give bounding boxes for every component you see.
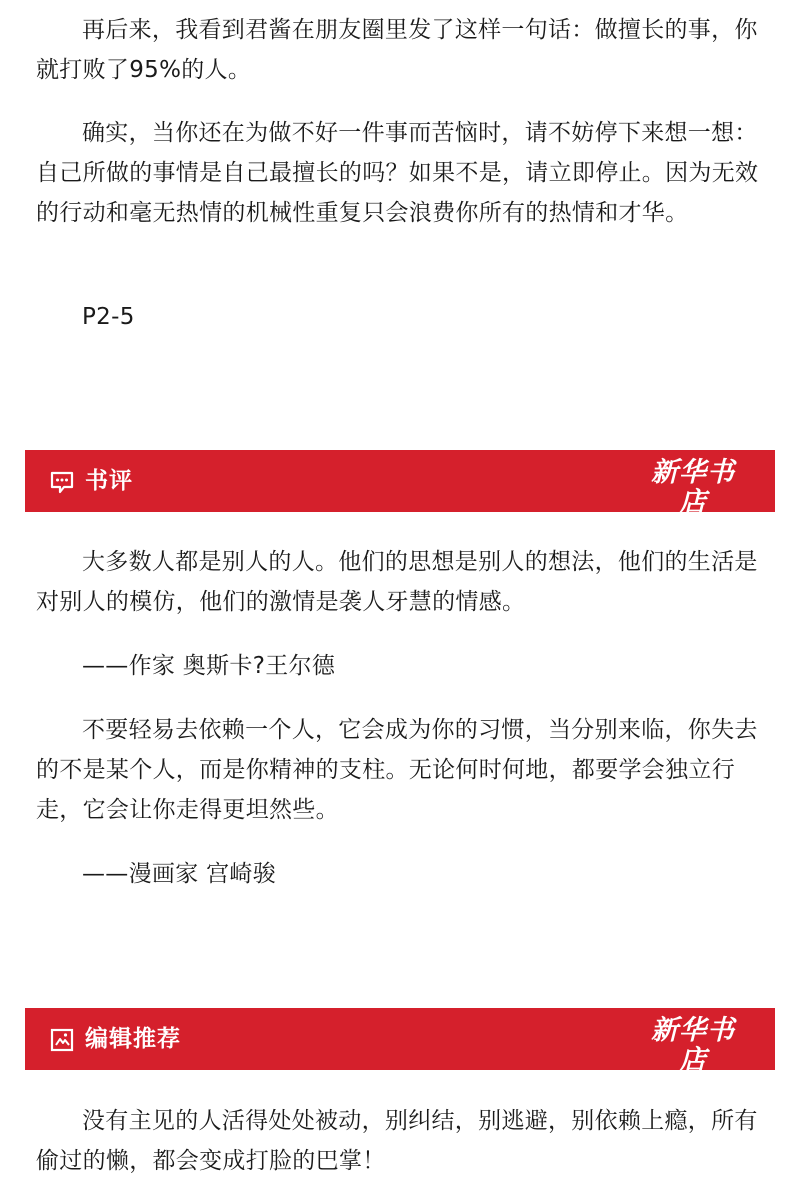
- body-paragraph: 确实，当你还在为做不好一件事而苦恼时，请不妨停下来想一想：自己所做的事情是自己最擅长的吗？如果不是，请立即停止。因为无效的行动和毫无热情的机械性重复只会浪费你所有的热情和才华。: [36, 120, 759, 226]
- banner-title: 书评: [85, 468, 133, 494]
- quote-attribution: ——作家 奥斯卡?王尔德: [82, 653, 336, 679]
- logo-chinese-text: 新华书店: [651, 1015, 735, 1076]
- page-reference: P2-5: [82, 304, 135, 330]
- banner-title: 编辑推荐: [85, 1026, 181, 1052]
- logo-chinese-text: 新华书店: [651, 457, 735, 518]
- body-paragraph: 没有主见的人活得处处被动，别纠结，别逃避，别依赖上瘾，所有偷过的懒，都会变成打脸的巴掌！: [36, 1108, 758, 1174]
- logo-english-text: XINHUA BOOKSTORE: [643, 1077, 743, 1085]
- comment-icon: [49, 469, 75, 495]
- image-frame-icon: [49, 1027, 75, 1053]
- quote-paragraph: 大多数人都是别人的人。他们的思想是别人的想法，他们的生活是对别人的模仿，他们的激情是袭人牙慧的情感。: [36, 549, 758, 615]
- body-paragraph: 再后来，我看到君酱在朋友圈里发了这样一句话：做擅长的事，你就打败了95%的人。: [36, 17, 758, 83]
- section-banner-editor-recommendation: [25, 1008, 775, 1085]
- logo-english-text: XINHUA BOOKSTORE: [643, 519, 743, 527]
- xinhua-bookstore-logo: [641, 1015, 745, 1085]
- xinhua-bookstore-logo: [641, 457, 745, 527]
- section-banner-book-review: [25, 450, 775, 527]
- quote-paragraph: 不要轻易去依赖一个人，它会成为你的习惯，当分别来临，你失去的不是某个人，而是你精神的支柱。无论何时何地，都要学会独立行走，它会让你走得更坦然些。: [36, 717, 758, 823]
- quote-attribution: ——漫画家 宫崎骏: [82, 861, 277, 887]
